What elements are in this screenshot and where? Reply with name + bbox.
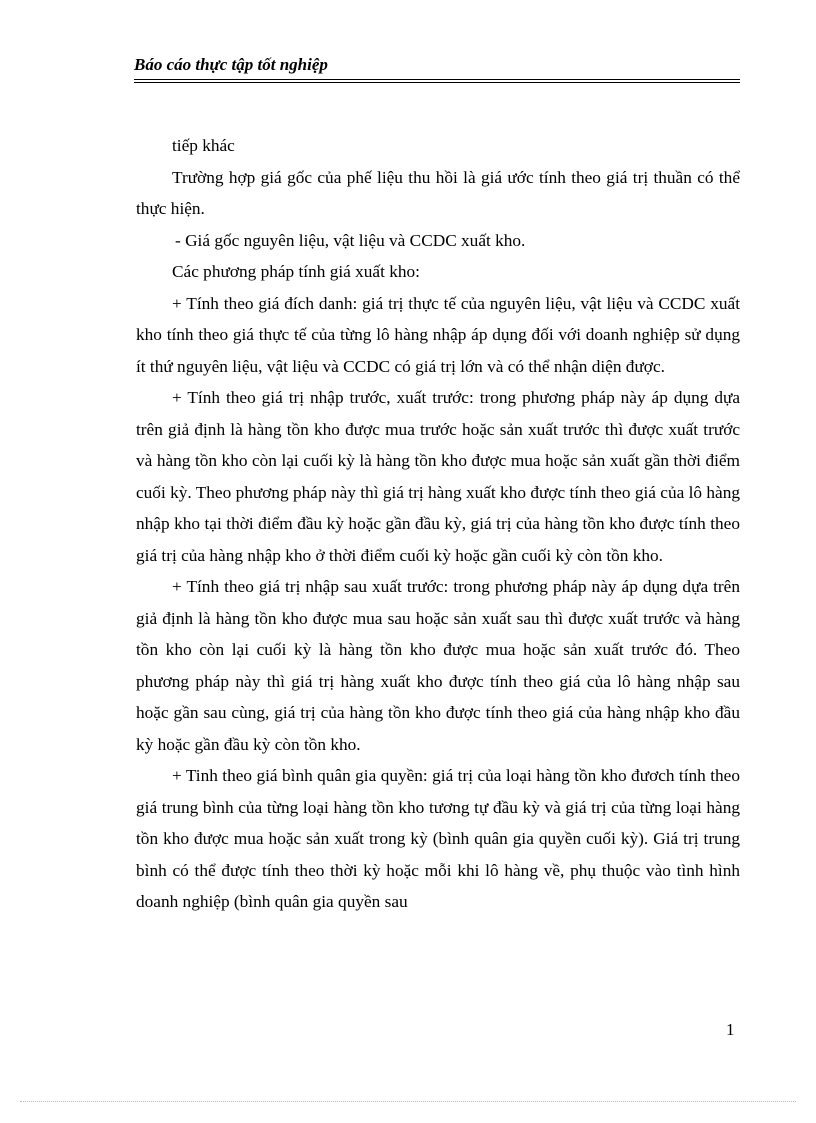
body-paragraph: Các phương pháp tính giá xuất kho: [172,262,420,281]
body-paragraph: - Giá gốc nguyên liệu, vật liệu và CCDC xuất kho. [175,230,526,250]
body-paragraph: Trường hợp giá gốc của phế liệu thu hồi là giá ước tính theo giá trị thuần có thể thực hiện. [136,167,740,218]
body-paragraph: + Tính theo giá đích danh: giá trị thực tế của nguyên liệu, vật liệu và CCDC xuất kho tính theo giá thực tế của từng lô hàng nhập áp dụng đối với doanh nghiệp sử dụng ít thứ nguyên liệu, vật liệu và CCDC có giá trị lớn và có thể nhận diện được. [136,293,740,376]
page-header-title: Báo cáo thực tập tốt nghiệp [134,55,328,74]
body-paragraph: + Tinh theo giá bình quân gia quyền: giá trị của loại hàng tồn kho đươch tính theo giá trung bình của từng loại hàng tồn kho tương tự đầu kỳ và giá trị của từng loại hàng tồn kho được mua hoặc sản xuất trong kỳ (bình quân gia quyền cuối kỳ). Giá trị trung bình có thể được tính theo thời kỳ hoặc mỗi khi lô hàng về, phụ thuộc vào tình hình doanh nghiệp (bình quân gia quyền sau [136,766,740,911]
header-rule [134,79,740,80]
body-paragraph: + Tính theo giá trị nhập sau xuất trước: trong phương pháp này áp dụng dựa trên giả định là hàng tồn kho được mua sau hoặc sản xuất sau thì được xuất trước và hàng tồn kho còn lại cuối kỳ là hàng tồn kho được mua hoặc sản xuất trước đó. Theo phương pháp này thì giá trị hàng xuất kho được tính theo giá của lô hàng nhập sau hoặc gần sau cùng, giá trị của hàng tồn kho được tính theo giá của hàng nhập kho đầu kỳ hoặc gần đầu kỳ còn tồn kho. [136,577,740,754]
header-rule [134,82,740,83]
page-bottom-border [20,1101,796,1102]
body-paragraph: + Tính theo giá trị nhập trước, xuất trước: trong phương pháp này áp dụng dựa trên giả định là hàng tồn kho được mua trước hoặc sản xuất trước thì được xuất trước và hàng tồn kho còn lại cuối kỳ là hàng tồn kho được mua hoặc sản xuất gần thời điểm cuối kỳ. Theo phương pháp này thì giá trị hàng xuất kho được tính theo giá của lô hàng nhập kho tại thời điểm đầu kỳ hoặc gần đầu kỳ, giá trị của hàng tồn kho được tính theo giá trị của hàng nhập kho ở thời điểm cuối kỳ hoặc gần cuối kỳ còn tồn kho. [136,388,740,565]
document-body [136,130,740,918]
body-paragraph: tiếp khác [172,136,235,155]
page-number: 1 [726,1020,735,1039]
